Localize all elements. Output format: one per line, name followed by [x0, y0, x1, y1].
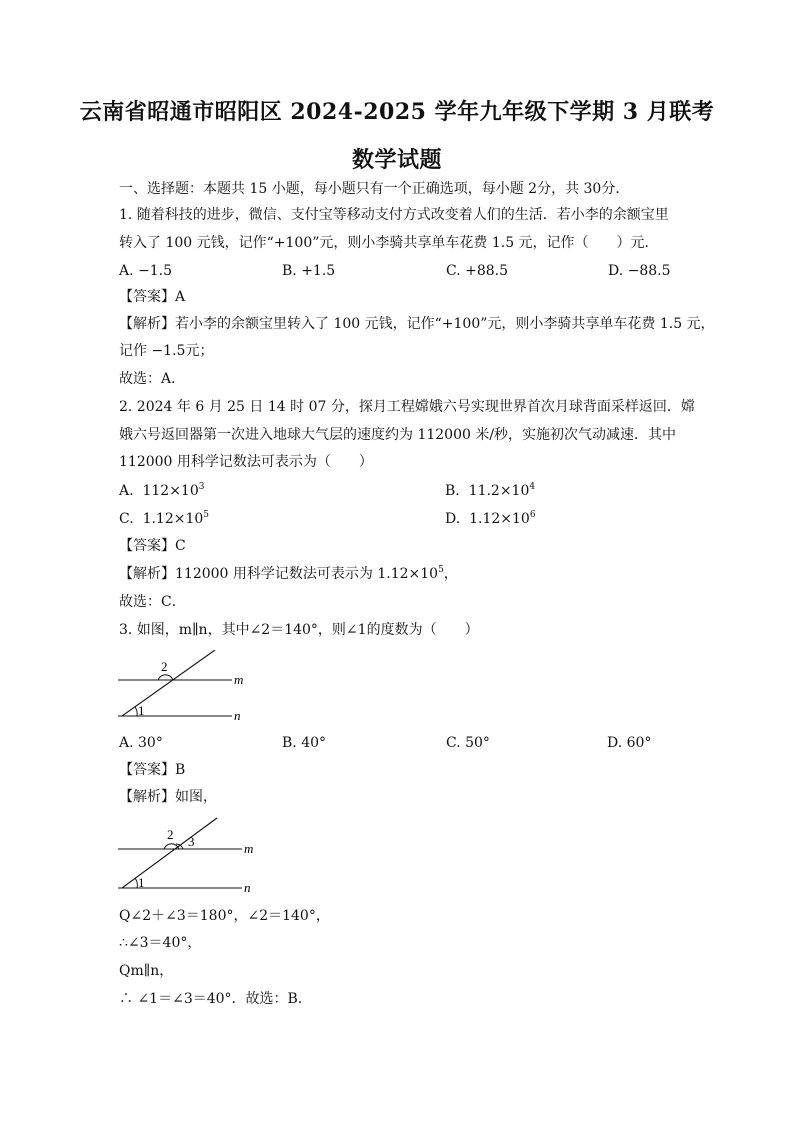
q2-option-d: D. $1.12\times 10^6$ — [445, 510, 536, 527]
document-title: 云南省昭通市昭阳区 2024-2025 学年九年级下学期 3 月联考 — [79, 99, 715, 125]
transversal — [122, 650, 215, 716]
q2-option-b: B. $11.2\times 10^4$ — [445, 482, 536, 499]
q3-figure-analysis — [112, 815, 272, 895]
label-1: 1 — [138, 703, 145, 718]
q3-option-a: A. 30° — [119, 735, 163, 751]
label-1: 1 — [138, 875, 145, 890]
q2-conclusion: 故选：C． — [119, 594, 186, 610]
q1-option-c: C. +88.5 — [446, 263, 509, 279]
q3-answer: 【答案】B — [119, 762, 186, 778]
q1-option-d: D. −88.5 — [608, 263, 671, 279]
q3-step4: ∴ ∠1＝∠3＝40°．故选：B． — [119, 991, 312, 1007]
q1-answer: 【答案】A — [119, 289, 186, 305]
q2-analysis: 【解析】112000 用科学记数法可表示为 $1.12\times 10^5$， — [119, 565, 458, 582]
document-subtitle: 数学试题 — [351, 147, 442, 173]
q2-stem-line3: 112000 用科学记数法可表示为（ ） — [119, 454, 373, 470]
q3-option-c: C. 50° — [446, 735, 490, 751]
q3-stem: 3. 如图，m∥n，其中∠2＝140°，则∠1的度数为（ ） — [119, 622, 479, 638]
q2-stem-line2: 娥六号返回器第一次进入地球大气层的速度约为 112000 米/秒，实施初次气动减速．其中 — [119, 427, 677, 443]
q1-stem-line1: 1. 随着科技的进步，微信、支付宝等移动支付方式改变着人们的生活．若小李的余额宝里 — [119, 207, 669, 223]
angle-2-arc — [158, 675, 173, 680]
q1-conclusion: 故选：A． — [119, 371, 186, 387]
q3-step3: Qm∥n， — [119, 963, 174, 979]
label-3: 3 — [188, 834, 195, 849]
q3-step2: ∴∠3＝40°， — [119, 935, 202, 951]
q2-option-a: A. $112\times 10^3$ — [119, 482, 205, 499]
label-n: n — [244, 880, 251, 895]
angle-1-arc — [135, 878, 137, 888]
q3-option-b: B. 40° — [282, 735, 327, 751]
label-m: m — [234, 672, 244, 687]
q2-option-c: C. $1.12\times 10^5$ — [119, 510, 210, 527]
q1-analysis-line1: 【解析】若小李的余额宝里转入了 100 元钱，记作“+100”元，则小李骑共享单车花费 1.5 元， — [119, 316, 715, 332]
label-2: 2 — [161, 659, 168, 674]
q2-answer: 【答案】C — [119, 538, 186, 554]
q1-stem-line2: 转入了 100 元钱，记作“+100”元，则小李骑共享单车花费 1.5 元，记作（ ）元． — [119, 235, 659, 251]
q3-step1: Q∠2＋∠3＝180°，∠2＝140°， — [119, 908, 330, 924]
q3-analysis-intro: 【解析】如图， — [119, 789, 217, 805]
q1-analysis-line2: 记作 −1.5元； — [119, 343, 214, 359]
label-2: 2 — [167, 827, 174, 842]
q3-figure-parallel-lines — [112, 650, 262, 725]
label-n: n — [234, 708, 241, 723]
q3-option-d: D. 60° — [607, 735, 652, 751]
angle-1-arc — [135, 707, 137, 716]
q1-option-b: B. +1.5 — [282, 263, 336, 279]
q1-option-a: A. −1.5 — [119, 263, 173, 279]
label-m: m — [244, 841, 254, 856]
q2-stem-line1: 2. 2024 年 6 月 25 日 14 时 07 分，探月工程嫦娥六号实现世界首次月球背面采样返回．嫦 — [119, 399, 695, 415]
section-intro: 一、选择题：本题共 15 小题，每小题只有一个正确选项，每小题 2分，共 30分． — [119, 181, 630, 197]
